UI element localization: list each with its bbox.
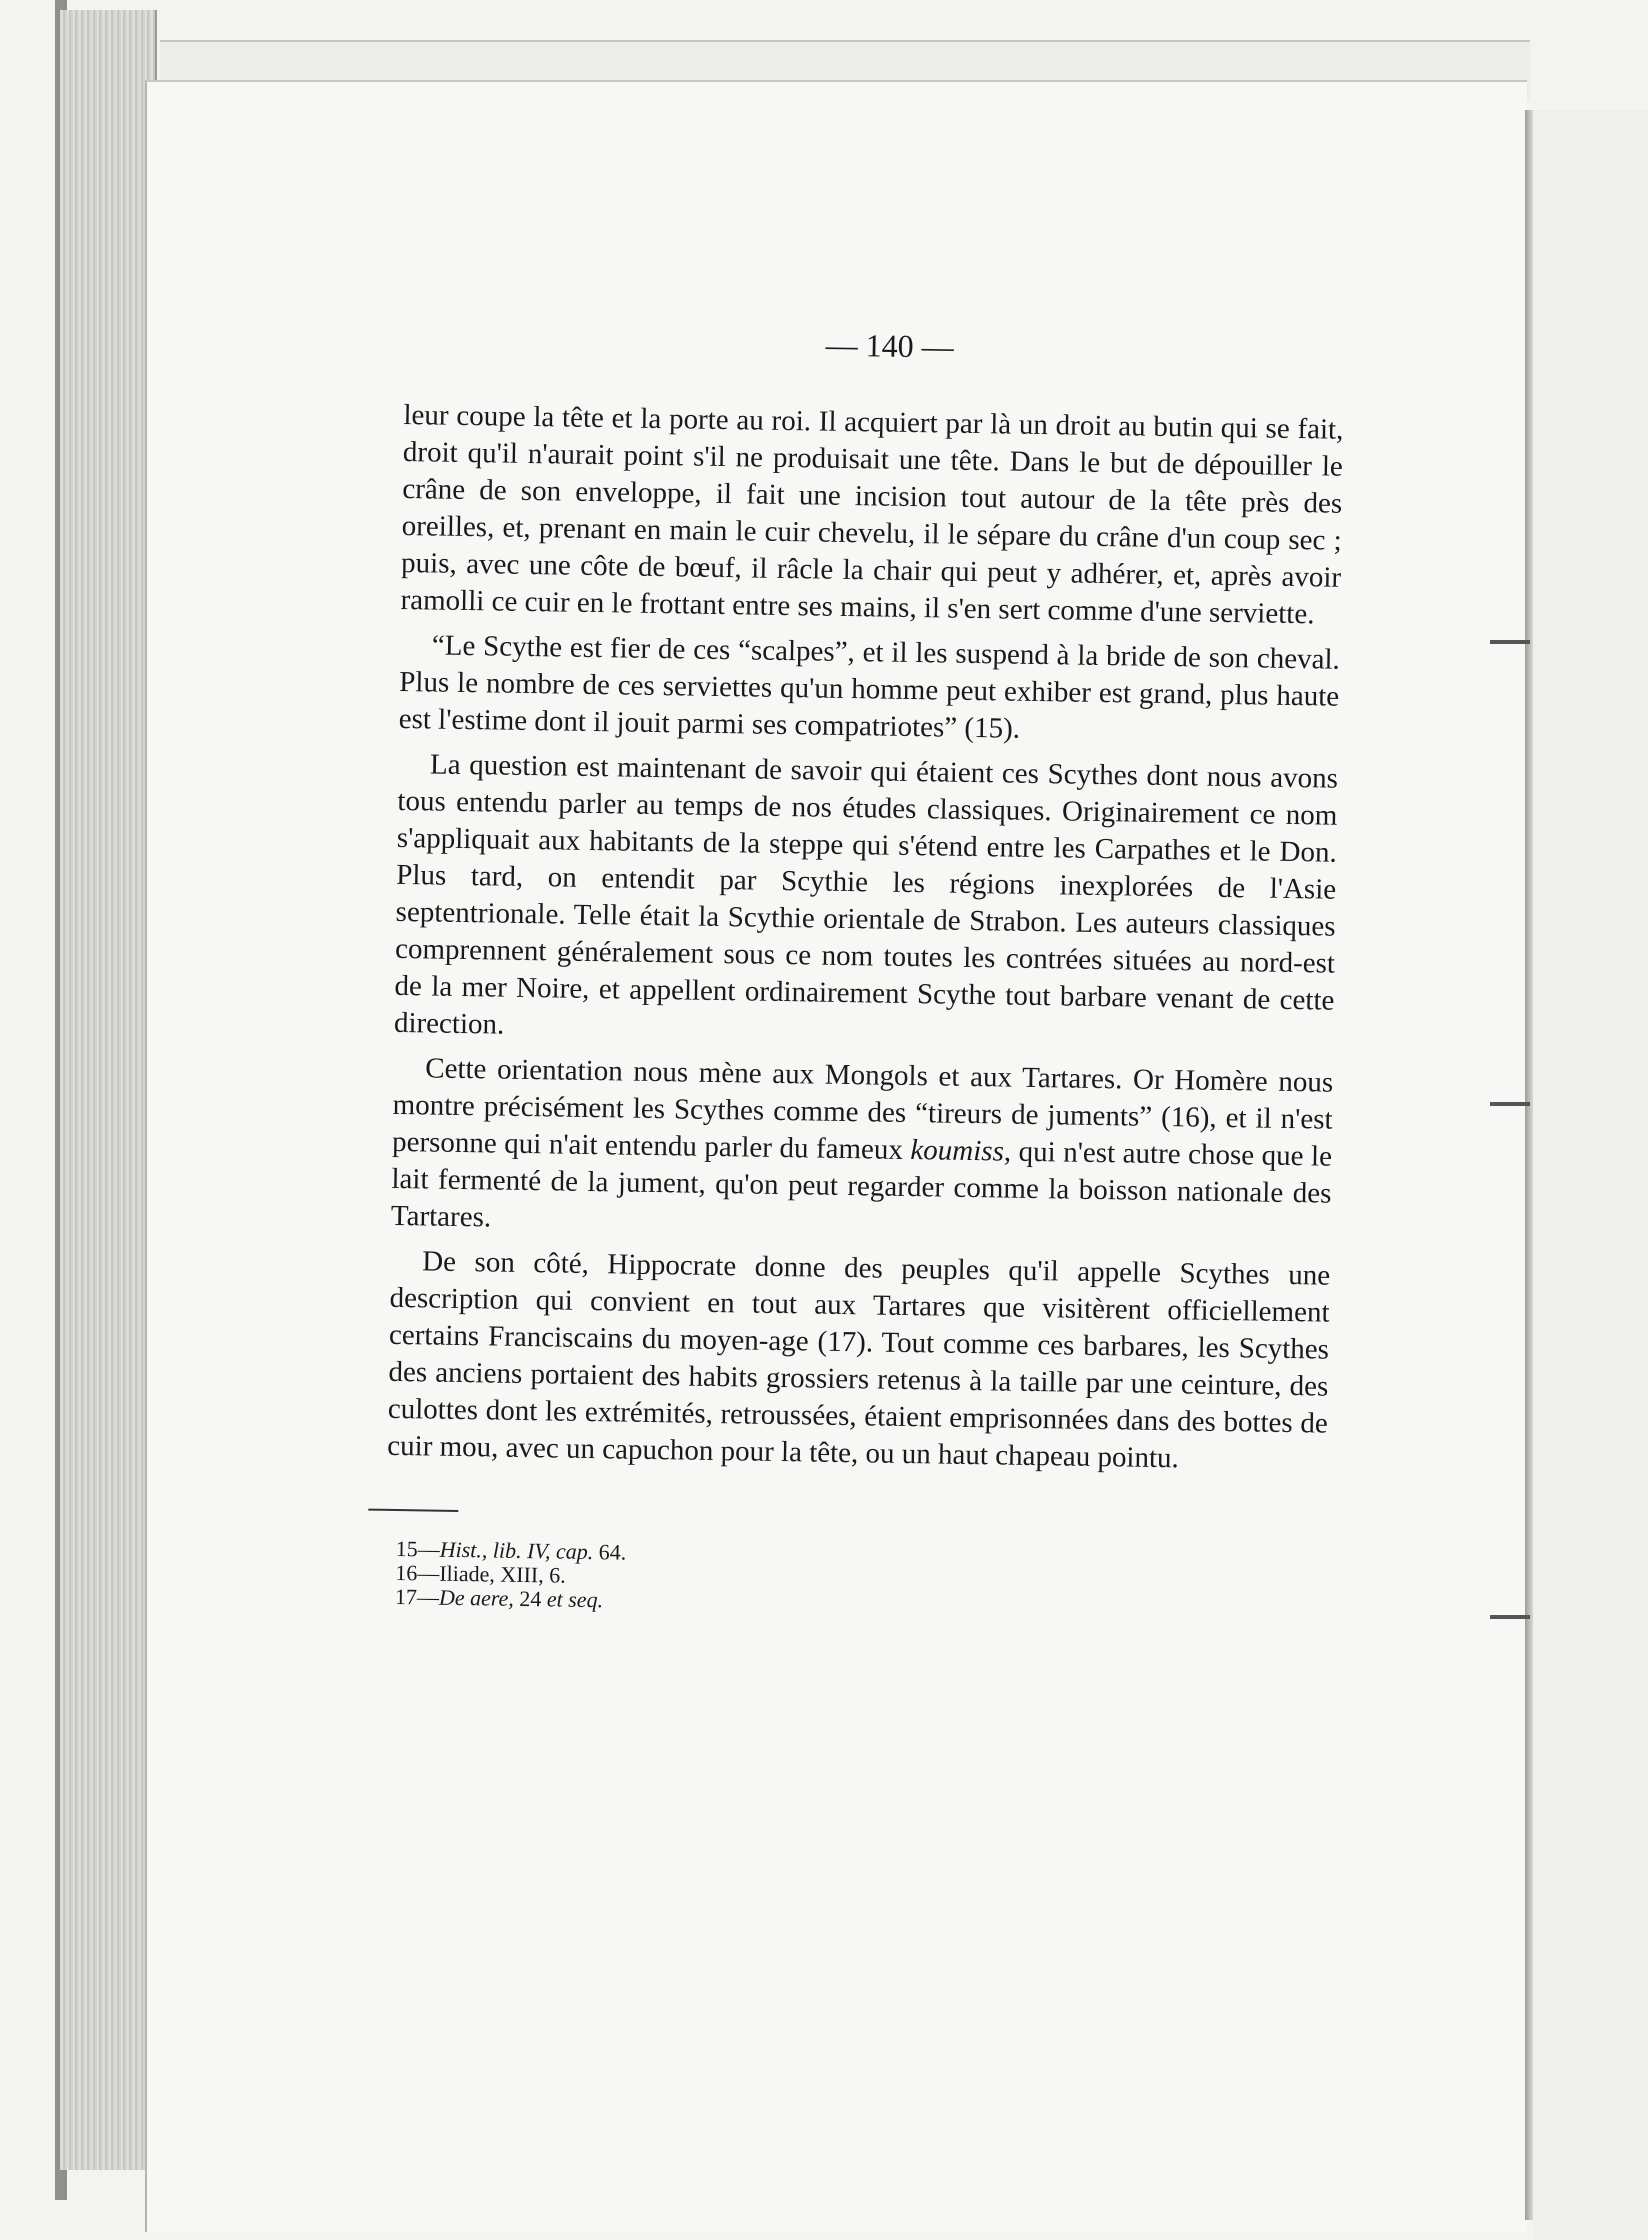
paragraph-4 [391,1050,1334,1250]
footnote-ref-2: et seq. [546,1586,604,1613]
footnote-tail: 64. [593,1539,627,1565]
footnote-number: 16— [395,1560,440,1586]
footnote-number: 17— [394,1584,440,1610]
footnote-number: 15— [395,1536,440,1562]
page-tab-marker [1490,1102,1530,1106]
paragraph-5: De son côté, Hippocrate donne des peuples qu'il appelle Scythes une description qui convient en tout aux Tartares que visitèrent officiellement certains Franciscains du moyen-age (17). Tout comme ces barbares, les Scythes des anciens portaient des habits grossiers retenus à la taille par une ceinture, des culottes dont les extrémités, retroussées, étaient emprisonnées dans des bottes de cuir mou, avec un capuchon pour la tête, ou un haut chapeau pointu. [387,1245,1331,1475]
page-tab-marker [1490,1615,1530,1619]
paragraph-2: “Le Scythe est fier de ces “scalpes”, et il les suspend à la bride de son cheval. Plus le nombre de ces serviettes qu'un homme peut exhiber est grand, plus haute est l'estime dont il jouit parmi ses compatriotes” (15). [398,629,1341,745]
page-number: — 140 — [825,326,954,365]
footnote-ref: Iliade, XIII, 6. [439,1560,566,1588]
page-tab-marker [1490,640,1530,644]
paragraph-1: leur coupe la tête et la porte au roi. Il acquiert par là un droit au butin qui se fait, droit qu'il n'aurait point s'il ne produisait une tête. Dans le but de dépouiller le crâne de son enveloppe, il fait une incision tout autour de la tête près des oreilles, et, prenant en main le cuir chevelu, il le sépare du crâne d'un coup sec ; puis, avec une côte de bœuf, il râcle la chair qui peut y adhérer, et, après avoir ramolli ce cuir en le frottant entre ses mains, il s'en sert comme d'une serviette. [400,398,1344,631]
footnote-ref: Hist., lib. IV, cap. [439,1536,594,1565]
page-right-edge [1525,110,1533,2220]
page-content [385,320,1345,1624]
facing-page-edge [1533,110,1648,2240]
book-page-edges [60,10,157,2170]
paragraph-4-italic: koumiss [910,1134,1005,1168]
paragraph-3: La question est maintenant de savoir qui étaient ces Scythes dont nous avons tous entendu parler au temps de nos études classiques. Originairement ce nom s'appliquait aux habitants de la steppe qui s'étend entre les Carpathes et le Don. Plus tard, on entendit par Scythie les régions inexplorées de l'Asie septentrionale. Telle était la Scythie orientale de Strabon. Les auteurs classiques comprennent généralement sous ce nom toutes les contrées situées au nord-est de la mer Noire, et appellent ordinairement Scythe tout barbare venant de cette direction. [393,748,1339,1041]
footnote-ref: De aere, [438,1584,515,1611]
paragraph-4-text-a: Cette orientation nous mène aux Mongols et aux Tartares. Or Homère nous montre précisément les Scythes comme des “tireurs de juments” (16), et il n'est personne qui n'ait entendu parler du fameux [391,1052,1334,1167]
footnotes [395,1537,1326,1624]
paragraph-4-text-b: , qui n'est autre chose que le lait fermenté de la jument, qu'on peut regarder comme la boisson nationale des Tartares. [390,1135,1333,1234]
footnote-tail: 24 [513,1585,548,1612]
